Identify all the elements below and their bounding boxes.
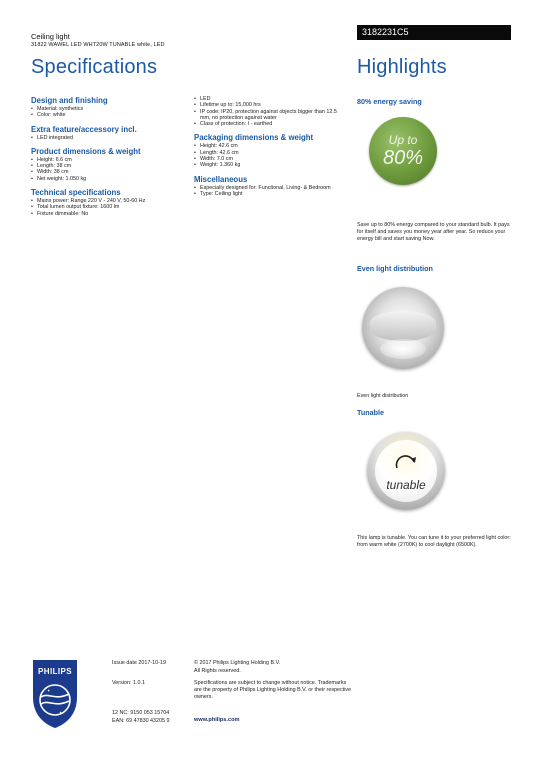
highlight-tunable-title: Tunable (357, 408, 385, 417)
product-code-badge: 3182231C5 (357, 25, 511, 40)
spec-item: • IP code: IP20, protection against objects bigger than 12.5 mm, no protection against water (194, 109, 342, 122)
spec-column-right (194, 96, 342, 203)
spec-item: • Weight: 1.360 kg (194, 162, 342, 168)
tune-arrow-icon (394, 453, 418, 471)
spec-item: • LED integrated (31, 135, 181, 141)
highlights-heading: Highlights (357, 56, 447, 78)
lamp-shade-shape (370, 311, 436, 341)
tunable-text: This lamp is tunable. You can tune it to your preferred light color: from warm white (2700K) to cool daylight (6500K). (357, 535, 511, 549)
highlight-energy-title: 80% energy saving (357, 97, 422, 106)
spec-item: • Type: Ceiling light (194, 191, 342, 197)
rights-line: All Rights reserved. (194, 668, 241, 674)
issue-date: Issue date 2017-10-19 (112, 660, 166, 666)
spec-section (194, 133, 342, 168)
spec-column-left (31, 96, 181, 223)
spec-item: • LED (194, 96, 342, 102)
website-link[interactable]: www.philips.com (194, 717, 240, 723)
spec-item: • Width: 7.0 cm (194, 156, 342, 162)
brand-wordmark: PHILIPS (38, 667, 72, 676)
spec-item: • Class of protection: I - earthed (194, 121, 342, 127)
even-light-icon (362, 287, 444, 369)
spec-section (31, 188, 181, 217)
spec-item: • Net weight: 1.050 kg (31, 176, 181, 182)
philips-shield-logo (30, 657, 80, 730)
svg-text:✦: ✦ (59, 710, 63, 715)
spec-item: • Color: white (31, 112, 181, 118)
energy-saving-badge (369, 117, 437, 185)
spec-item: • Height: 6.6 cm (31, 157, 181, 163)
nc-code: 12 NC: 9150 053 15704 (112, 710, 170, 716)
svg-text:✦: ✦ (47, 688, 51, 693)
tunable-inner-disc (375, 440, 437, 502)
spec-section-title: Miscellaneous (194, 174, 248, 184)
spec-item: • Height: 42.6 cm (194, 143, 342, 149)
highlight-even-light-title: Even light distribution (357, 264, 433, 273)
product-model: 31822 WAWEL LED WHT20W TUNABLE white, LED (31, 42, 165, 48)
energy-saving-text: Save up to 80% energy compared to your standard bulb. It pays for itself and saves you money year after year. So reduce your energy bill and start saving Now. (357, 222, 510, 243)
spec-item: • Length: 38 cm (31, 163, 181, 169)
spec-item: • Length: 42.6 cm (194, 150, 342, 156)
product-category: Ceiling light (31, 32, 70, 41)
spec-section-title: Packaging dimensions & weight (194, 133, 314, 143)
badge-percent-label: 80% (382, 147, 424, 169)
spec-section (194, 175, 342, 198)
specifications-heading: Specifications (31, 56, 158, 78)
spec-item: • Especially designed for: Functional, Living- & Bedroom (194, 185, 342, 191)
spec-item: • Lifetime up to: 15,000 hrs (194, 102, 342, 108)
legal-notice: Specifications are subject to change without notice. Trademarks are the property of Philips Lighting Holding B.V. or their respective owners. (194, 680, 352, 700)
badge-up-to-label: Up to (388, 133, 418, 147)
copyright-line: © 2017 Philips Lighting Holding B.V. (194, 660, 281, 666)
spec-item: • Width: 38 cm (31, 169, 181, 175)
ean-code: EAN: 69 47830 43205 9 (112, 718, 170, 724)
spec-section (31, 147, 181, 182)
even-light-caption: Even light distribution (357, 393, 409, 399)
spec-section (194, 96, 342, 127)
spec-section (31, 125, 181, 141)
light-glow-shape (380, 339, 426, 359)
spec-item: • Material: synthetics (31, 106, 181, 112)
version-label: Version: 1.0.1 (112, 680, 145, 686)
tunable-badge-label: tunable (386, 478, 426, 492)
spec-section-title: Product dimensions & weight (31, 146, 141, 156)
spec-section-title: Design and finishing (31, 96, 108, 105)
spec-section-title: Technical specifications (31, 188, 121, 198)
spec-item: • Fixture dimmable: No (31, 211, 181, 217)
spec-item: • Mains power: Range 220 V - 240 V, 50-60 Hz (31, 198, 181, 204)
spec-item: • Total lumen output fixture: 1600 lm (31, 204, 181, 210)
spec-section (31, 96, 181, 119)
tunable-badge (367, 432, 445, 510)
spec-section-title: Extra feature/accessory incl. (31, 124, 137, 134)
